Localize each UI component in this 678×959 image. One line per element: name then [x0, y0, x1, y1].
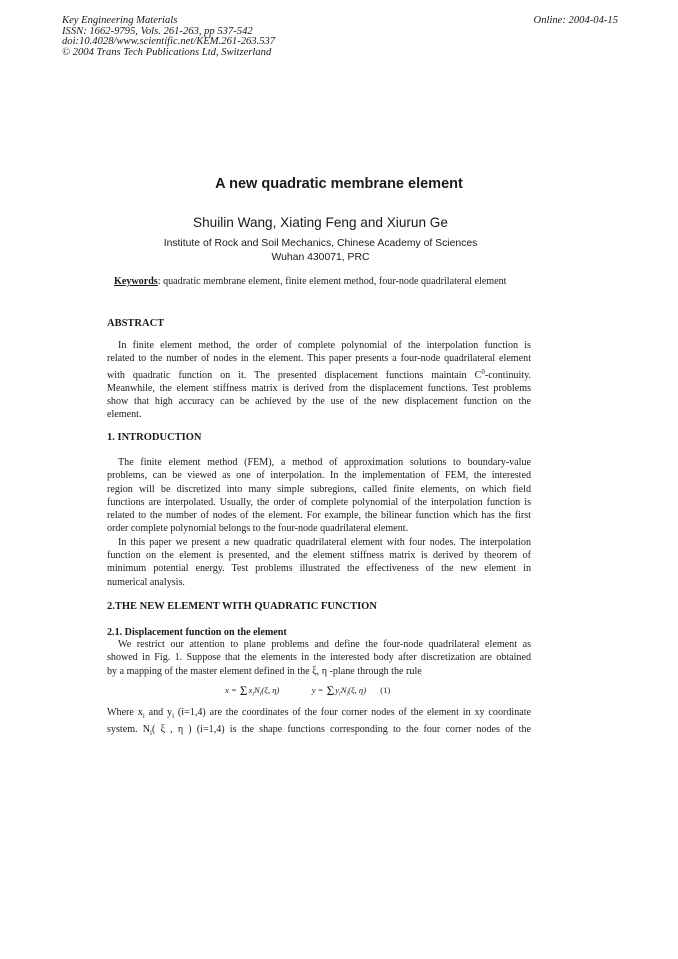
keywords-text: : quadratic membrane element, finite element method, four-node quadrilateral element: [157, 276, 507, 287]
section-2-line: showed in Fig. 1. Suppose that the elements in the interested body after discretization are obtained: [107, 652, 531, 664]
affiliation-address: Wuhan 430071, PRC: [271, 251, 370, 263]
intro-line: functions are interpolated. Usually, the order of complete polynomial of the interpolation function is: [107, 496, 531, 508]
abstract-line: show that high accuracy can be achieved by the use of the new displacement function on the: [107, 396, 531, 408]
intro-line: region will be discretized into many simple subregions, called finite elements, on which field: [107, 483, 531, 495]
section-2: [107, 601, 531, 678]
doi-line: doi:10.4028/www.scientific.net/KEM.261-263.537: [62, 36, 276, 48]
line-part: and y: [144, 707, 173, 718]
line-part: Where x: [107, 707, 143, 718]
section-2-after-line: [107, 723, 531, 740]
paper-authors: Shuilin Wang, Xiating Feng and Xiurun Ge: [193, 215, 448, 230]
equation-shape-fn: N: [340, 685, 347, 695]
section-2-after-line: [107, 706, 531, 723]
copyright-line: © 2004 Trans Tech Publications Ltd, Switzerland: [62, 46, 272, 58]
online-date: Online: 2004-04-15: [533, 15, 618, 26]
line-part: ( ξ , η ) (i=1,4) is the shape functions corresponding to the four corner nodes of the: [151, 724, 531, 736]
paper-title: A new quadratic membrane element: [215, 176, 463, 192]
section-2-line: by a mapping of the master element defined in the ξ, η -plane through the rule: [107, 665, 422, 677]
section-2-continued: [107, 706, 531, 741]
introduction-heading: 1. INTRODUCTION: [107, 432, 202, 443]
subscript-i: i: [142, 712, 145, 721]
equation-x-var: x: [248, 685, 253, 695]
subscript-i: i: [339, 691, 341, 698]
abstract-line: [107, 366, 531, 382]
journal-header: [62, 16, 618, 58]
keywords-line: [114, 276, 506, 287]
abstract-line: related to the number of nodes in the element. This paper presents a four-node quadrilateral element: [107, 353, 531, 365]
intro-line: In this paper we present a new quadratic quadrilateral element with four nodes. The interpolation: [118, 536, 531, 548]
abstract-section: [107, 318, 531, 422]
section-2-paragraph-after-equation: [107, 706, 531, 741]
introduction-paragraph: [107, 456, 531, 589]
equation-shape-fn: N: [254, 685, 260, 695]
subscript-i: i: [259, 691, 262, 698]
equation-args: (ξ, η): [261, 685, 280, 695]
issn-line: ISSN: 1662-9795, Vols. 261-263, pp 537-542: [62, 25, 253, 37]
equation-y-lhs: y =: [311, 685, 324, 695]
subscript-i: i: [172, 712, 175, 721]
intro-line: related to the number of nodes of the element. For example, the bilinear function which has the first: [107, 510, 531, 522]
introduction-section: [107, 432, 531, 589]
equation-1: [225, 683, 390, 699]
intro-line: order complete polynomial belongs to the four-node quadrilateral element.: [107, 523, 409, 535]
section-2-paragraph: [107, 638, 531, 678]
journal-name: Key Engineering Materials: [62, 15, 178, 26]
summation-symbol: Σ: [326, 683, 335, 698]
abstract-heading: ABSTRACT: [107, 318, 165, 329]
abstract-line: In finite element method, the order of complete polynomial of the interpolation function is: [118, 340, 531, 351]
equation-number: (1): [380, 685, 391, 695]
intro-line: function on the element is presented, and the element stiffness matrix is derived by theorem of: [107, 550, 531, 562]
equation-y-var: y: [335, 685, 340, 695]
abstract-line-part: with quadratic function on it. The presented displacement functions maintain C: [107, 369, 482, 381]
affiliation-institute: Institute of Rock and Soil Mechanics, Chinese Academy of Sciences: [163, 238, 478, 249]
line-part: system. N: [107, 724, 151, 736]
abstract-line: element.: [107, 409, 142, 421]
section-2-line: We restrict our attention to plane problems and define the four-node quadrilateral element as: [118, 639, 531, 650]
equation-args: (ξ, η): [348, 685, 367, 695]
subscript-i: i: [252, 691, 254, 698]
intro-line: numerical analysis.: [107, 576, 185, 588]
section-2-heading: 2.THE NEW ELEMENT WITH QUADRATIC FUNCTION: [107, 601, 377, 612]
keywords-label: Keywords: [114, 276, 158, 287]
equation-x-lhs: x =: [225, 685, 237, 695]
abstract-paragraph: [107, 339, 531, 422]
subscript-i: i: [150, 729, 152, 738]
intro-line: problems, can be viewed as one of interpolation. In the implementation of FEM, the interested: [107, 470, 531, 482]
intro-line: minimum potential energy. Test problems illustrated the effectiveness of the new element in: [107, 563, 531, 575]
summation-symbol: Σ: [239, 683, 248, 698]
line-part: (i=1,4) are the coordinates of the four corner nodes of the element in xy coordinate: [174, 707, 532, 718]
subsection-2-1-heading: 2.1. Displacement function on the element: [107, 627, 287, 638]
superscript-zero: 0: [481, 367, 485, 376]
intro-line: The finite element method (FEM), a method of approximation solutions to boundary-value: [118, 457, 531, 468]
author-affiliation: [0, 237, 641, 264]
abstract-line: Meanwhile, the element stiffness matrix is derived from the displacement functions. Test problems: [107, 382, 531, 394]
subscript-i: i: [346, 691, 349, 698]
abstract-line-part: -continuity.: [484, 369, 531, 381]
